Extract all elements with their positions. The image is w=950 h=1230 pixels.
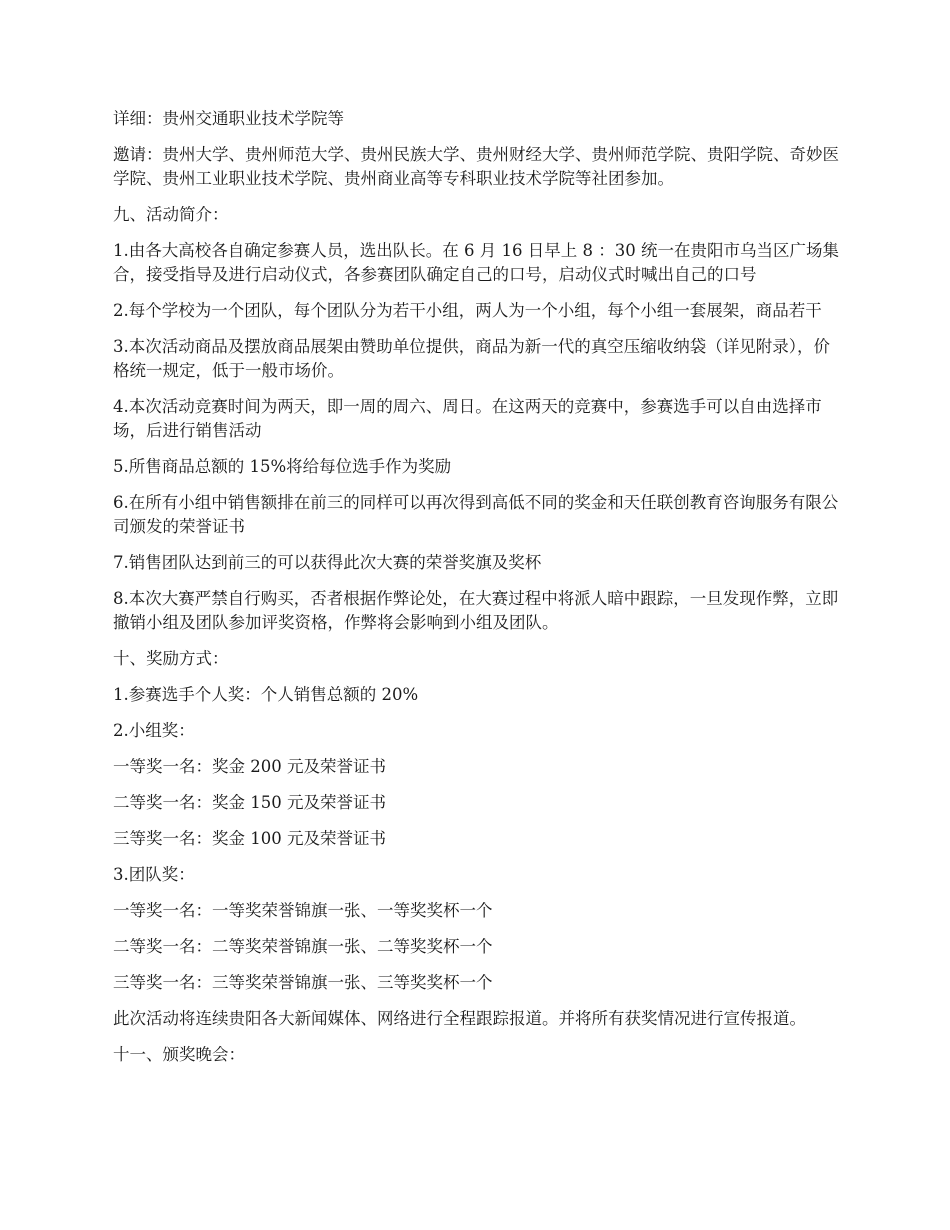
reward-group-heading: 2.小组奖： <box>113 721 195 740</box>
reward-group-third: 三等奖一名：奖金 100 元及荣誉证书 <box>113 829 386 848</box>
invitation-paragraph: 邀请：贵州大学、贵州师范大学、贵州民族大学、贵州财经大学、贵州师范学院、贵阳学院、奇妙医学院、贵州工业职业技术学院、贵州商业高等专科职业技术学院等社团参加。 <box>113 145 839 188</box>
reward-group-second: 二等奖一名：奖金 150 元及荣誉证书 <box>113 793 386 812</box>
venue-detail-paragraph: 详细：贵州交通职业技术学院等 <box>113 109 344 128</box>
activity-item-6: 6.在所有小组中销售额排在前三的同样可以再次得到高低不同的奖金和天任联创教育咨询服务有限公司颁发的荣誉证书 <box>113 493 839 536</box>
reward-group-first: 一等奖一名：奖金 200 元及荣誉证书 <box>113 757 386 776</box>
section-heading-rewards: 十、奖励方式： <box>113 649 229 668</box>
activity-item-4: 4.本次活动竞赛时间为两天，即一周的周六、周日。在这两天的竞赛中，参赛选手可以自由选择市场，后进行销售活动 <box>113 397 822 440</box>
reward-individual: 1.参赛选手个人奖：个人销售总额的 20% <box>113 685 419 704</box>
activity-item-7: 7.销售团队达到前三的可以获得此次大赛的荣誉奖旗及奖杯 <box>113 553 542 572</box>
document-page <box>113 107 843 1079</box>
activity-item-2: 2.每个学校为一个团队，每个团队分为若干小组，两人为一个小组，每个小组一套展架，商品若干 <box>113 301 822 320</box>
activity-item-8: 8.本次大赛严禁自行购买，否者根据作弊论处，在大赛过程中将派人暗中跟踪，一旦发现作弊，立即撤销小组及团队参加评奖资格，作弊将会影响到小组及团队。 <box>113 589 839 632</box>
section-heading-award-ceremony: 十一、颁奖晚会： <box>113 1045 245 1064</box>
media-coverage-paragraph: 此次活动将连续贵阳各大新闻媒体、网络进行全程跟踪报道。并将所有获奖情况进行宣传报道。 <box>113 1009 806 1028</box>
reward-team-first: 一等奖一名：一等奖荣誉锦旗一张、一等奖奖杯一个 <box>113 901 493 920</box>
reward-team-heading: 3.团队奖： <box>113 865 195 884</box>
reward-team-third: 三等奖一名：三等奖荣誉锦旗一张、三等奖奖杯一个 <box>113 973 493 992</box>
activity-item-5: 5.所售商品总额的 15%将给每位选手作为奖励 <box>113 457 452 476</box>
reward-team-second: 二等奖一名：二等奖荣誉锦旗一张、二等奖奖杯一个 <box>113 937 493 956</box>
section-heading-activity-intro: 九、活动简介： <box>113 205 229 224</box>
activity-item-3: 3.本次活动商品及摆放商品展架由赞助单位提供，商品为新一代的真空压缩收纳袋（详见附录），价格统一规定，低于一般市场价。 <box>113 337 830 380</box>
activity-item-1: 1.由各大高校各自确定参赛人员，选出队长。在 6 月 16 日早上 8 ：30 统一在贵阳市乌当区广场集合，接受指导及进行启动仪式，各参赛团队确定自己的口号，启动仪式时喊出自己的口号 <box>113 241 839 284</box>
